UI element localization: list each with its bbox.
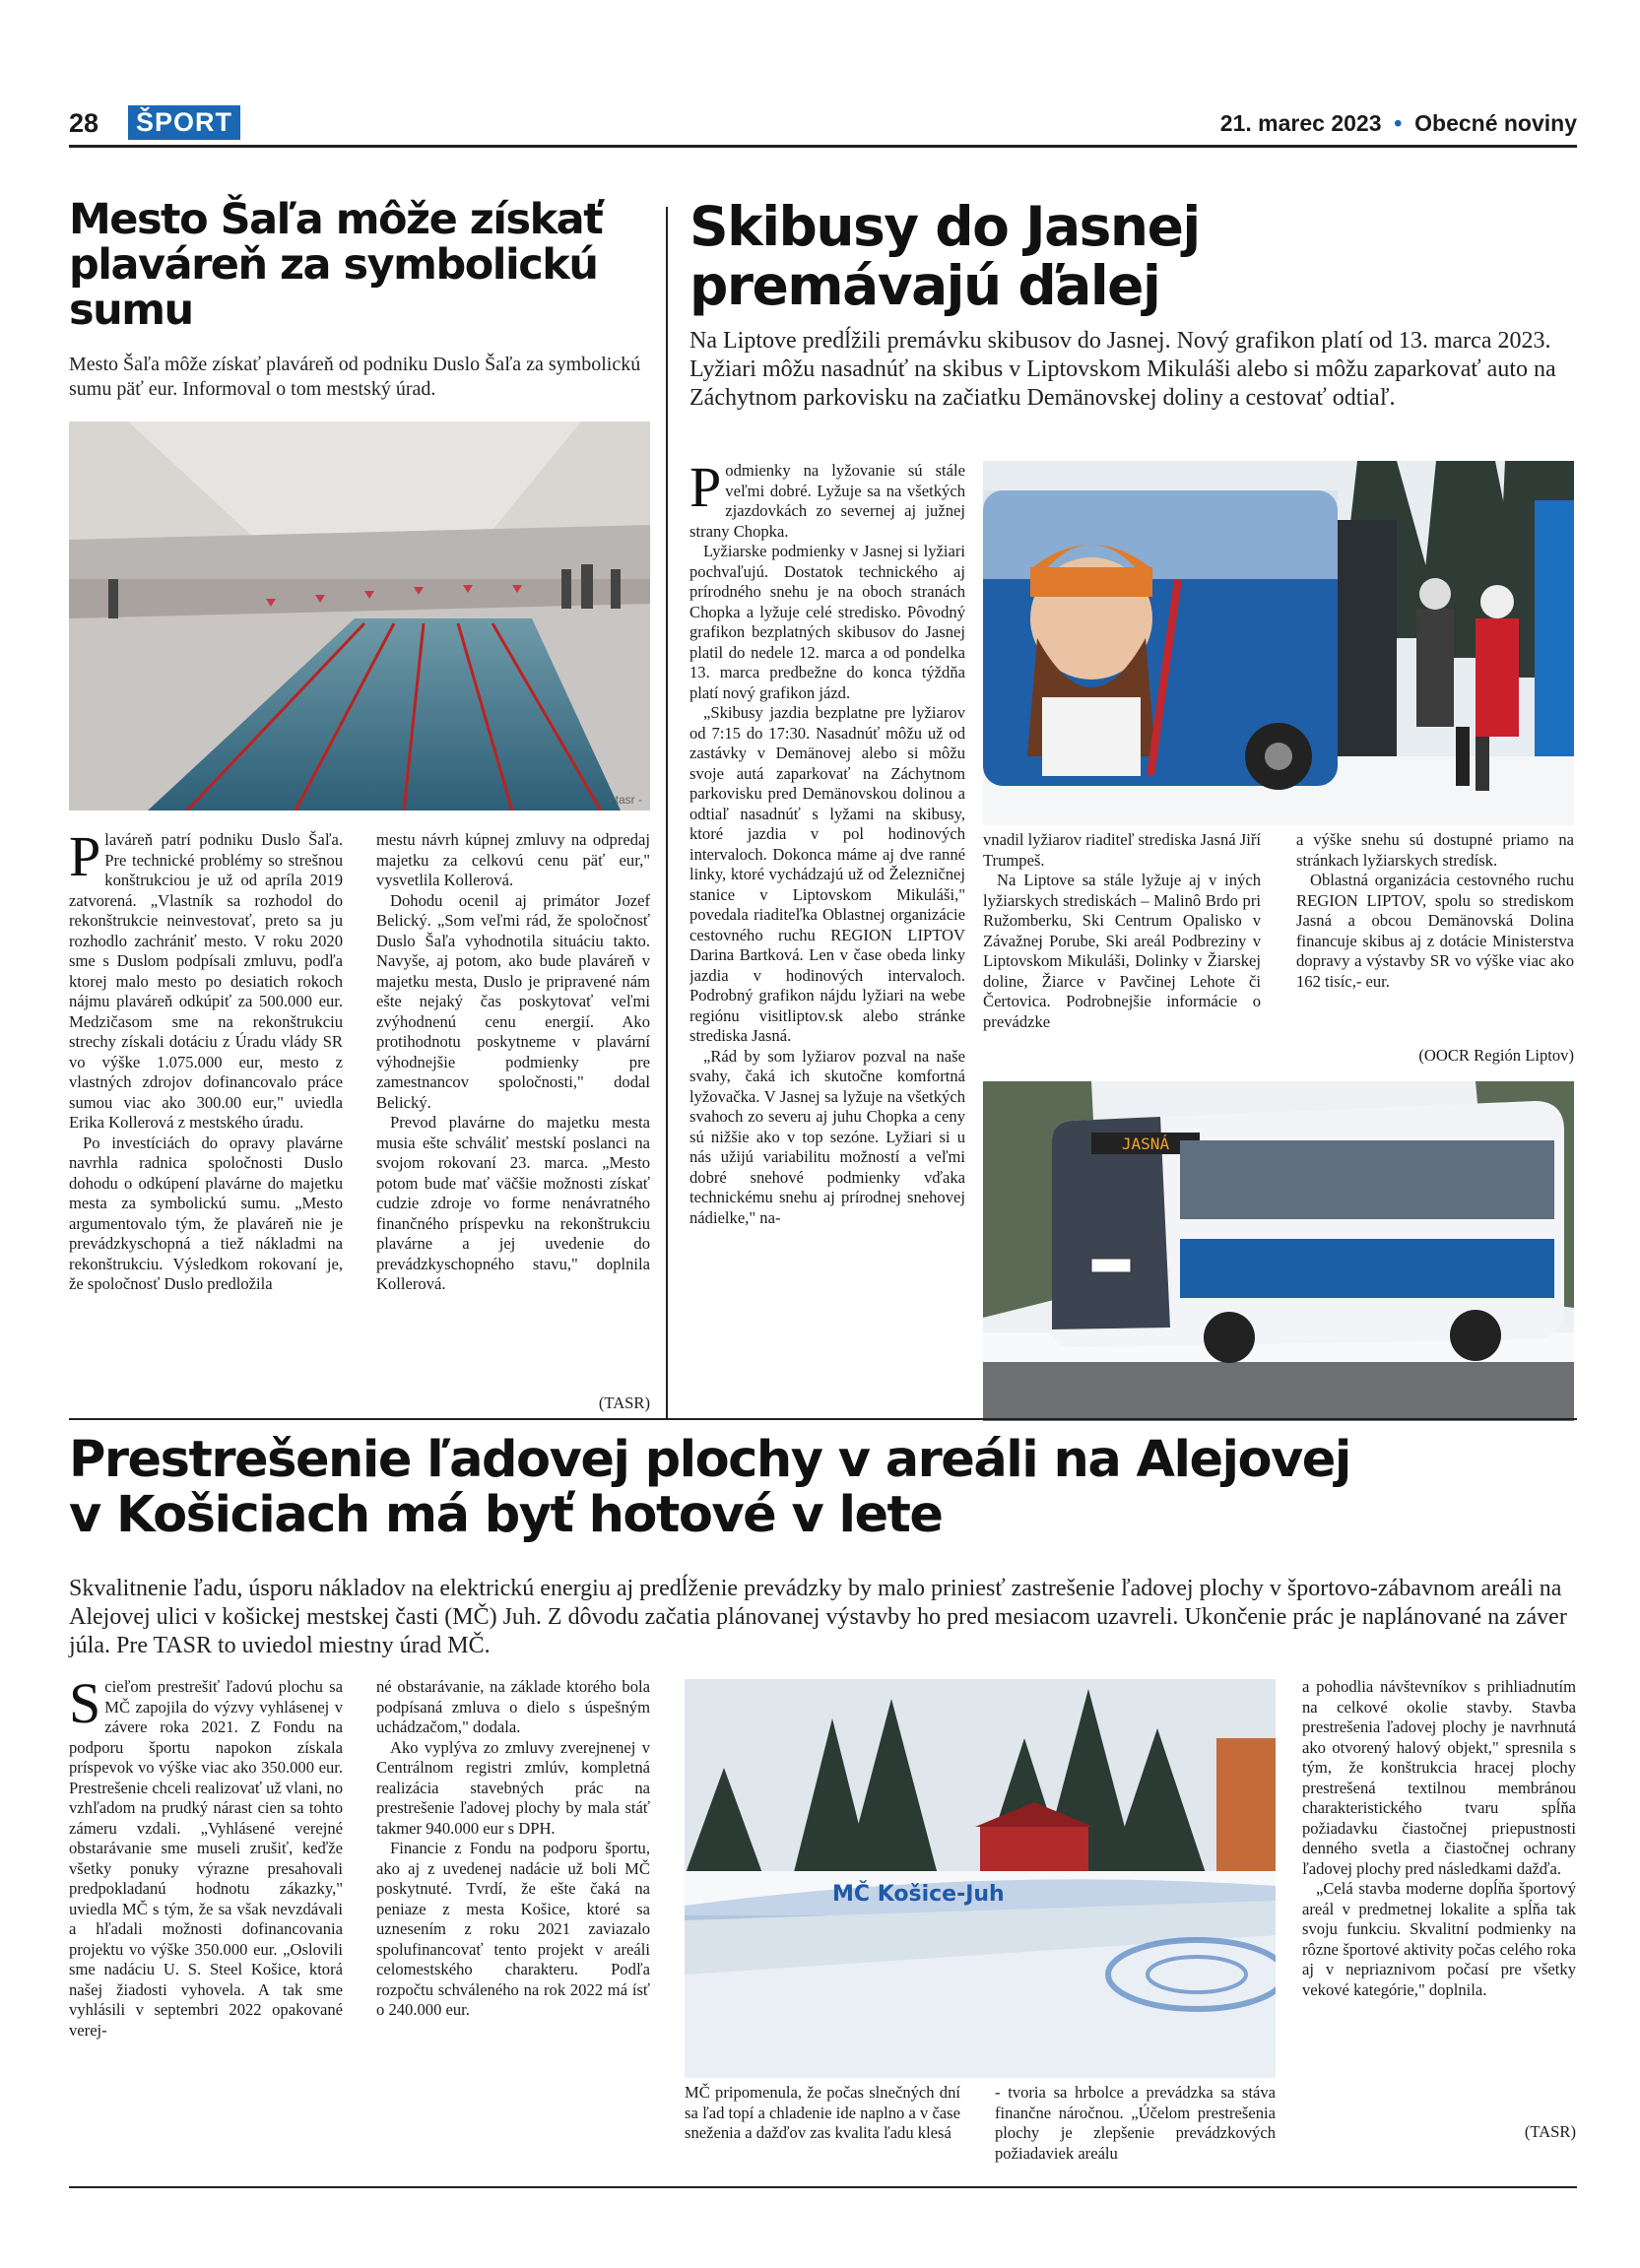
swimming-pool-photo <box>69 421 650 810</box>
article-source: (TASR) <box>1524 2122 1576 2141</box>
ice-rink-photo <box>685 1679 1276 2078</box>
paragraph: „Celá stavba moderne dopĺňa športový areál v predmetnej lokalite a spĺňa tak svoju funkciu. Skvalitní podmienky na rôzne športové aktivity počas celého roka aj v nepriaznivom počasí pre všetky vekové kategórie," doplnila. <box>1302 1879 1576 1999</box>
article-column-2 <box>983 830 1261 1076</box>
footer-rule <box>69 2186 1577 2188</box>
article-column-1 <box>69 1677 343 2170</box>
rink-illustration <box>685 1679 1276 2078</box>
paragraph: Na Liptove sa stále lyžuje aj v iných lyžiarskych strediskách – Malinô Brdo pri Ružomberku, Ski Centrum Opalisko v Závažnej Porube, Ski areál Podbreziny v Liptovskom Mikuláši, Dolinky v Žiarskej doline, Žiarce v Pavčinej Lehote či Čertovica. Podrobnejšie informácie o prevádzke <box>983 871 1261 1031</box>
drop-cap: S <box>69 1677 101 1735</box>
article-title-line-2: v Košiciach má byť hotové v lete <box>69 1486 943 1544</box>
drop-cap: P <box>69 830 101 888</box>
paragraph: odmienky na lyžovanie sú stále veľmi dobré. Lyžuje sa na všetkých zjazdovkách zo severnej aj južnej strany Chopka. <box>689 461 965 541</box>
rink-board-sign: MČ Košice-Juh <box>832 1882 1005 1907</box>
paragraph: a výške snehu sú dostupné priamo na stránkach lyžiarskych stredísk. <box>1296 830 1574 870</box>
paragraph: né obstarávanie, na základe ktorého bola podpísaná zmluva o dielo s úspešným uchádzačom," dodala. <box>376 1677 650 1736</box>
separator-dot: • <box>1387 110 1409 136</box>
article-column-4 <box>995 2083 1276 2171</box>
article-column-1 <box>69 830 343 1426</box>
article-column-5 <box>1302 1677 1576 2091</box>
article-column-1 <box>689 461 965 1421</box>
paragraph: cieľom prestrešiť ľadovú plochu sa MČ zapojila do výzvy vyhlásenej v závere roka 2021. Z Fondu na podporu športu napokon získala príspevok vo výške viac ako 350.000 eur. Prestrešenie chceli realizovať už vlani, no vzhľadom na prudký nárast cien sa tohto zámeru vzdali. „Vyhlásené verejné obstarávanie sme museli zrušiť, keďže všetky ponuky výrazne presahovali predpokladanú hodnotu zákazky," uviedla MČ s tým, že sa však nevzdávali a hľadali možnosti dofinancovania projektu vo výške 350.000 eur. „Oslovili sme nadáciu U. S. Steel Košice, ktorá našej žiadosti vyhovela. A tak sme vyhlásili v septembri 2022 opakované verej- <box>69 1677 343 2040</box>
bus-destination-sign: JASNÁ <box>1121 1134 1170 1153</box>
article-skibus <box>689 197 1576 1418</box>
article-title: Mesto Šaľa môže získať plaváreň za symbolickú sumu <box>69 195 603 335</box>
article-lead: Skvalitnenie ľadu, úsporu nákladov na elektrickú energiu aj predĺženie prevádzky by malo priniesť zastrešenie ľadovej plochy v športovo-zábavnom areáli na Alejovej ulici v košickej mestskej časti (MČ) Juh. Z dôvodu začatia plánovanej výstavby ho pred mesiacom uzavreli. Ukončenie prác je naplánované na záver júla. Pre TASR to uviedol miestny úrad MČ. <box>69 1576 1567 1658</box>
paragraph: „Rád by som lyžiarov pozval na naše svahy, čaká ich skutočne komfortná lyžovačka. V Jasnej sa lyžuje na všetkých svahoch zo severu aj juhu Chopka a ceny sú nižšie ako v top sezóne. Lyžiari si u nás užijú variabilitu možností a veľmi dobré snehové podmienky vďaka technickému snehu aj prírodnej snehovej nádielke," na- <box>689 1046 965 1227</box>
issue-date: 21. marec 2023 <box>1219 110 1382 136</box>
article-title-line-1: Prestrešenie ľadovej plochy v areáli na Alejovej <box>69 1431 1350 1489</box>
paragraph: Oblastná organizácia cestovného ruchu REGION LIPTOV, spolu so strediskom Jasná a obcou Demänovská Dolina financuje skibus aj z dotácie Ministerstva dopravy a výstavby SR vo výške viac ako 162 tisíc,- eur. <box>1296 871 1574 991</box>
paragraph: Lyžiarske podmienky v Jasnej si lyžiari pochvaľujú. Dostatok technického aj prírodného snehu je na oboch stranách Chopka a lyžuje celé stredisko. Pôvodný grafikon bezplatných skibusov do Jasnej platil do nedele 12. marca a od pondelka 13. marca predbežne do konca týždňa platí nový grafikon jázd. <box>689 542 965 702</box>
paragraph: Ako vyplýva zo zmluvy zverejnenej v Centrálnom registri zmlúv, kompletná realizácia stavebných prác na prestrešenie ľadovej plochy by mala stáť takmer 940.000 eur s DPH. <box>376 1737 650 1838</box>
paragraph: mestu návrh kúpnej zmluvy na odpredaj majetku za celkovú cenu päť eur," vysvetlila Kollerová. <box>376 830 650 889</box>
article-column-3 <box>1296 830 1574 1027</box>
paragraph: Financie z Fondu na podporu športu, ako aj z uvedenej nadácie už boli MČ poskytnuté. Tvrdí, že ešte čaká na peniaze z mesta Košice, ktoré sa uznesením z roku 2021 zaviazalo spolufinancovať tento projekt v areáli celomestského charakteru. Podľa rozpočtu schváleného na rok 2022 má ísť o 240.000 eur. <box>376 1839 650 2019</box>
article-column-3 <box>685 2083 960 2171</box>
article-column-2 <box>376 1677 650 2170</box>
article-title: Skibusy do Jasnej premávajú ďalej <box>689 195 1200 317</box>
paragraph: laváreň patrí podniku Duslo Šaľa. Pre technické problémy so strešnou konštrukciou je už od apríla 2019 zatvorená. „Vlastník sa rozhodol do rekonštrukcie neinvestovať, preto sa ju rozhodlo zachrániť mesto. V roku 2020 sme s Duslom podpísali zmluvu, podľa ktorej malo mesto po desiatich rokoch nájmu plaváreň odkúpiť za 500.000 eur. Medzičasom sme na rekonštrukciu strechy získali dotáciu z Úradu vlády SR vo výške 1.075.000 eur, mesto z vlastných zdrojov dofinancovalo práce sumou viac ako 300.00 eur," uviedla Erika Kollerová z mestského úradu. <box>69 830 343 1132</box>
skibus-passengers-photo <box>983 461 1574 825</box>
article-source: (TASR) <box>598 1393 650 1412</box>
header-rule <box>69 145 1577 148</box>
paragraph: Po investíciách do opravy plavárne navrhla radnica spoločnosti Duslo dohodu o odkúpení plavárne do majetku mesta za symbolickú sumu. „Mesto argumentovalo tým, že plaváreň nie je prevádzkyschopná a tiež nákladmi na rekonštrukciu. Výsledkom rokovaní je, že spoločnosť Duslo predložila <box>69 1133 343 1293</box>
article-source: (OOCR Región Liptov) <box>1418 1046 1574 1065</box>
article-sala <box>69 197 650 1418</box>
paragraph: vnadil lyžiarov riaditeľ strediska Jasná Jiří Trumpeš. <box>983 830 1261 870</box>
column-divider <box>666 207 668 1418</box>
skibus-illustration <box>983 461 1574 825</box>
photo-credit: - tasr - <box>608 793 642 807</box>
paragraph: MČ pripomenula, že počas slnečných dní sa ľad topí a chladenie ide naplno a v čase sneženia a dažďov zas kvalita ľadu klesá <box>685 2083 960 2142</box>
article-kosice <box>69 1433 1576 2201</box>
bus-illustration <box>983 1081 1574 1421</box>
pool-illustration <box>69 421 650 810</box>
paragraph: - tvoria sa hrbolce a prevádzka sa stáva finančne náročnou. „Účelom prestrešenia plochy je zlepšenie prevádzkových požiadaviek areálu <box>995 2083 1276 2163</box>
paragraph: Prevod plavárne do majetku mesta musia ešte schváliť mestskí poslanci na svojom rokovaní 23. marca. „Mesto potom bude mať väčšie možnosti získať cudzie zdroje vo forme nenávratného finančného príspevku na rekonštrukciu plavárne a jej uvedenie do prevádzkyschopného stavu," doplnila Kollerová. <box>376 1113 650 1293</box>
publication-name: Obecné noviny <box>1414 110 1577 136</box>
issue-date-line <box>1220 110 1577 137</box>
section-badge: ŠPORT <box>128 105 240 140</box>
article-lead: Na Liptove predĺžili premávku skibusov do Jasnej. Nový grafikon platí od 13. marca 2023. Lyžiari môžu nasadnúť na skibus v Liptovskom Mikuláši alebo si môžu zaparkovať auto na Záchytnom parkovisku na začiatku Demänovskej doliny a cestovať odtiaľ. <box>689 328 1556 411</box>
paragraph: Dohodu ocenil aj primátor Jozef Belický. „Som veľmi rád, že spoločnosť Duslo Šaľa vyhodnotila situáciu takto. Navyše, aj potom, ako bude plaváreň v majetku mesta, Duslo je pripravené nám ešte nejaký čas poskytovať veľmi zvýhodnenú cenu energií. Ako protihodnotu poskytneme v plavární výhodnejšie podmienky pre zamestnancov spoločnosti," dodal Belický. <box>376 890 650 1112</box>
paragraph: a pohodlia návštevníkov s prihliadnutím na celkové okolie stavby. Stavba prestrešenia ľadovej plochy je navrhnutá ako otvorený halový objekt," spresnila s tým, že konštrukcia hracej plochy prestrešená textilnou membránou charakteristického tvaru spĺňa požiadavku čiastočnej priepustnosti denného svetla a čiastočnej ochrany ľadovej plochy pred následkami dažďa. <box>1302 1677 1576 1878</box>
skibus-photo <box>983 1081 1574 1421</box>
paragraph: „Skibusy jazdia bezplatne pre lyžiarov od 7:15 do 17:30. Nasadnúť môžu už od zastávky v Demänovej alebo si môžu svoje autá zaparkovať na Záchytnom parkovisku pred Demänovskou dolinou a odtiaľ nasadnúť s lyžami na skibusy, ktoré jazdia v pol hodinových intervaloch. Dokonca máme aj dve ranné linky, ktoré vychádzajú už od Železničnej stanice v Liptovskom Mikuláši," povedala riaditeľka Oblastnej organizácie cestovného ruchu REGION LIPTOV Darina Bartková. Len v čase obeda linky jazdia v hodinových intervaloch. Podrobný grafikon nájdu lyžiari na webe regiónu visitliptov.sk alebo stránke strediska Jasná. <box>689 703 965 1045</box>
section-rule <box>69 1418 1577 1420</box>
article-column-2 <box>376 830 650 1382</box>
drop-cap: P <box>689 461 722 519</box>
article-lead: Mesto Šaľa môže získať plaváreň od podniku Duslo Šaľa za symbolickú sumu päť eur. Informoval o tom mestský úrad. <box>69 354 641 400</box>
page-number: 28 <box>69 108 99 138</box>
